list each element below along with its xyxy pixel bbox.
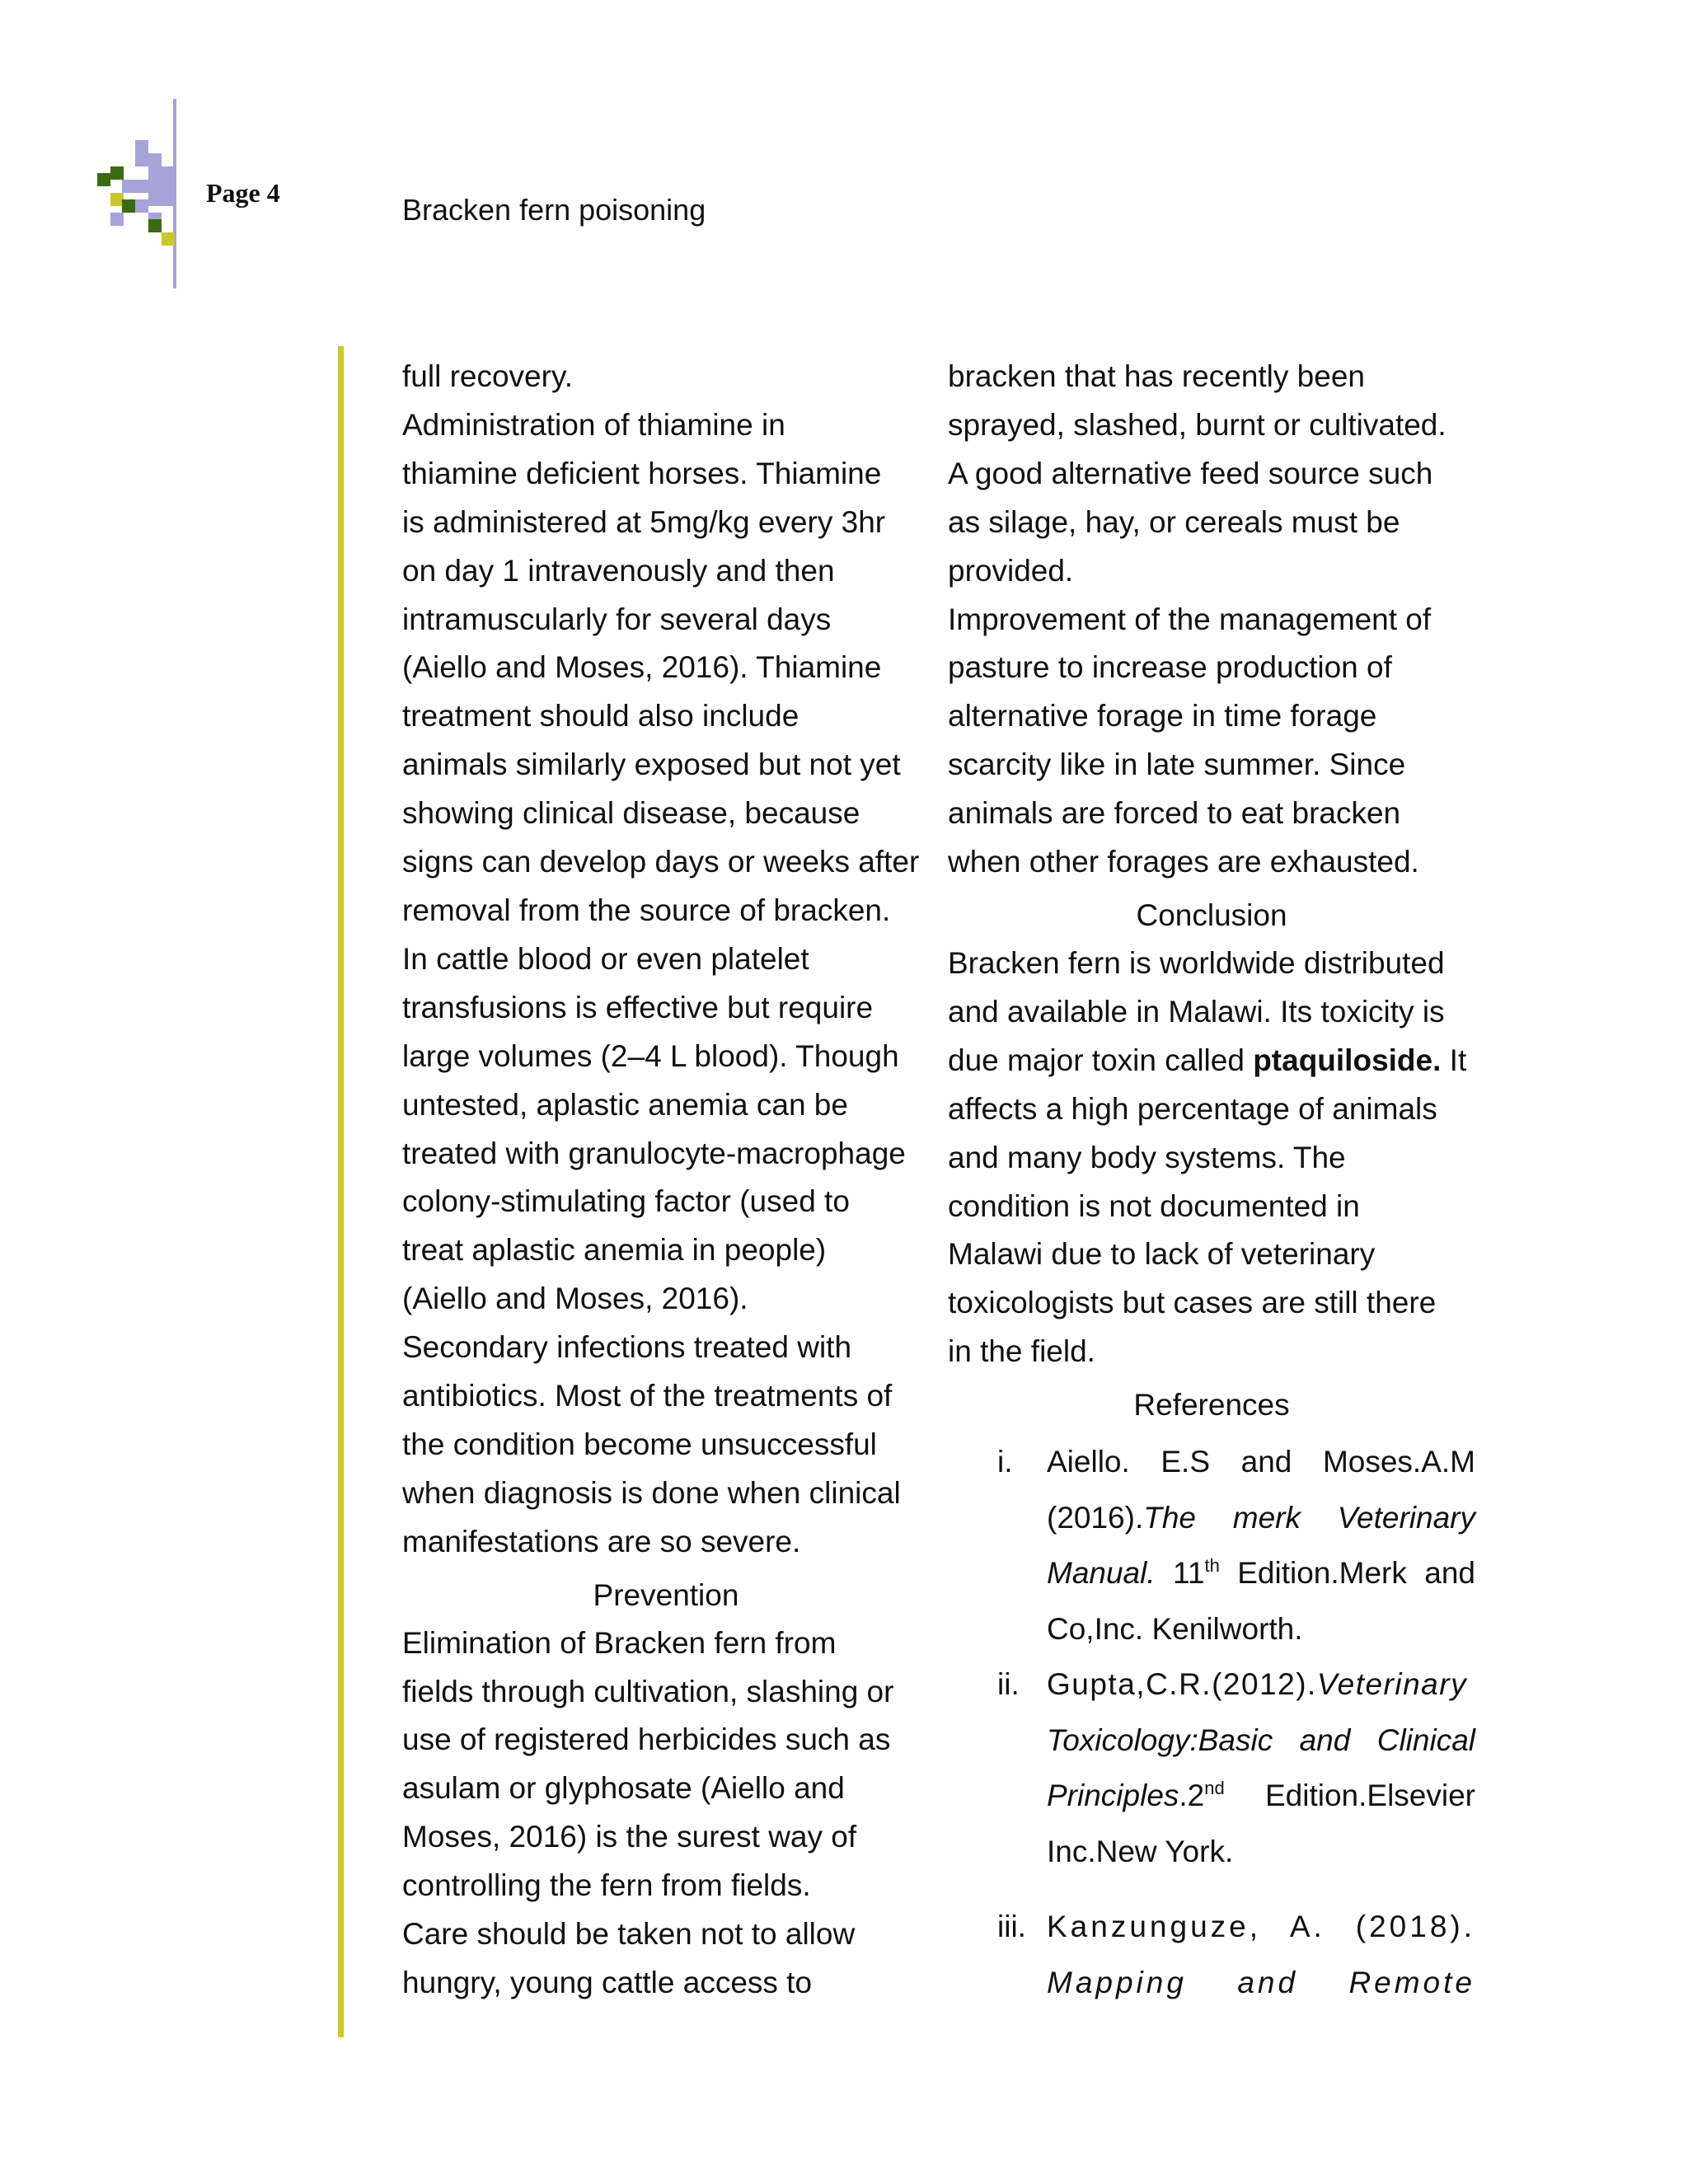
reference-number: i. <box>997 1445 1013 1479</box>
text-fragment: It <box>1441 1043 1467 1077</box>
text-line: controlling the fern from fields. <box>402 1868 811 1903</box>
deco-square <box>110 213 124 226</box>
text-line: alternative forage in time forage <box>948 699 1377 733</box>
deco-square <box>135 199 148 213</box>
reference-item <box>948 1657 1475 1879</box>
toxin-name: ptaquiloside. <box>1253 1043 1442 1077</box>
text-line: Administration of thiamine in <box>402 407 785 442</box>
deco-square <box>148 193 162 206</box>
right-column <box>948 353 1475 2010</box>
reference-line <box>1047 1490 1475 1546</box>
prevention-heading: Prevention <box>593 1577 739 1612</box>
text-line: when other forages are exhausted. <box>948 845 1419 879</box>
reference-number: ii. <box>997 1667 1020 1702</box>
text-fragment: Edition.Merk and <box>1219 1556 1475 1591</box>
text-fragment: due major toxin called <box>948 1043 1254 1077</box>
text-line: asulam or glyphosate (Aiello and <box>402 1771 845 1806</box>
reference-line <box>1047 1545 1475 1601</box>
deco-square <box>148 180 162 193</box>
reference-line: Mapping and Remote <box>1047 1965 1475 1999</box>
deco-square <box>97 173 110 186</box>
superscript: th <box>1204 1555 1220 1577</box>
page-number: Page 4 <box>206 178 280 208</box>
text-line: fields through cultivation, slashing or <box>402 1674 894 1708</box>
text-line: manifestations are so severe. <box>402 1524 801 1558</box>
reference-line: Aiello. E.S and Moses.A.M <box>1047 1445 1475 1479</box>
text-line: In cattle blood or even platelet <box>402 941 809 976</box>
text-line: Malawi due to lack of veterinary <box>948 1237 1376 1272</box>
text-line: signs can develop days or weeks after <box>402 845 920 879</box>
text-line: scarcity like in late summer. Since <box>948 748 1406 782</box>
deco-square <box>122 199 135 213</box>
text-line: affects a high percentage of animals <box>948 1091 1437 1126</box>
reference-line <box>1047 1657 1475 1713</box>
text-line <box>948 1037 1475 1085</box>
reference-line: Co,Inc. Kenilworth. <box>1047 1611 1303 1646</box>
text-line: Secondary infections treated with <box>402 1330 852 1365</box>
text-line: untested, aplastic anemia can be <box>402 1087 848 1122</box>
text-line: sprayed, slashed, burnt or cultivated. <box>948 407 1447 442</box>
text-line: Bracken fern is worldwide distributed <box>948 945 1445 980</box>
text-line: in the field. <box>948 1334 1095 1369</box>
text-line: animals are forced to eat bracken <box>948 796 1401 831</box>
text-fragment: Edition.Elsevier <box>1224 1779 1475 1813</box>
text-line: intramuscularly for several days <box>402 602 832 636</box>
deco-square <box>135 153 148 166</box>
text-fragment: Gupta,C.R.(2012). <box>1047 1667 1317 1702</box>
margin-accent-bar <box>338 346 344 2037</box>
references-heading: References <box>1133 1388 1290 1422</box>
deco-square <box>162 180 175 193</box>
text-line: treated with granulocyte-macrophage <box>402 1136 906 1170</box>
deco-square <box>135 180 148 193</box>
text-line: (Aiello and Moses, 2016). <box>402 1282 748 1316</box>
deco-square <box>162 166 175 180</box>
text-line: as silage, hay, or cereals must be <box>948 504 1400 539</box>
reference-line: Kanzunguze, A. (2018). <box>1047 1910 1475 1944</box>
text-line: large volumes (2–4 L blood). Though <box>402 1038 899 1073</box>
book-title: Manual. <box>1047 1556 1156 1591</box>
text-line: Elimination of Bracken fern from <box>402 1625 837 1660</box>
text-line: on day 1 intravenously and then <box>402 553 835 588</box>
text-line: thiamine deficient horses. Thiamine <box>402 456 882 490</box>
reference-line <box>1047 1768 1475 1824</box>
deco-square <box>148 219 162 232</box>
text-line: pasture to increase production of <box>948 650 1392 685</box>
text-fragment: 11 <box>1155 1556 1205 1591</box>
superscript: nd <box>1204 1778 1225 1799</box>
text-line: use of registered herbicides such as <box>402 1722 891 1757</box>
text-line: transfusions is effective but require <box>402 990 874 1024</box>
deco-square <box>122 180 135 193</box>
book-title: Principles <box>1047 1779 1179 1813</box>
text-line: treat aplastic anemia in people) <box>402 1233 827 1268</box>
deco-square <box>148 153 162 166</box>
text-line: toxicologists but cases are still there <box>948 1286 1437 1320</box>
text-line: provided. <box>948 553 1074 588</box>
text-line: bracken that has recently been <box>948 359 1365 393</box>
conclusion-heading: Conclusion <box>1136 898 1287 932</box>
reference-list <box>948 1434 1475 2010</box>
reference-number: iii. <box>997 1910 1026 1944</box>
text-fragment: (2016). <box>1047 1500 1144 1535</box>
deco-square <box>148 166 162 180</box>
text-line: and available in Malawi. Its toxicity is <box>948 994 1445 1029</box>
text-line: Moses, 2016) is the surest way of <box>402 1820 857 1854</box>
text-line: removal from the source of bracken. <box>402 893 891 927</box>
text-line: treatment should also include <box>402 699 799 733</box>
reference-item <box>948 1899 1475 2010</box>
text-line: hungry, young cattle access to <box>402 1966 813 1999</box>
text-line: animals similarly exposed but not yet <box>402 748 901 782</box>
text-line: is administered at 5mg/kg every 3hr <box>402 504 886 539</box>
text-line: antibiotics. Most of the treatments of <box>402 1379 893 1413</box>
deco-square <box>135 140 148 153</box>
reference-line: Toxicology:Basic and Clinical <box>1047 1722 1475 1757</box>
text-line: full recovery. <box>402 359 573 393</box>
deco-square <box>162 232 175 246</box>
running-title: Bracken fern poisoning <box>402 193 706 227</box>
left-column <box>402 353 930 2008</box>
text-line: Improvement of the management of <box>948 602 1432 636</box>
reference-item <box>948 1434 1475 1657</box>
text-line: showing clinical disease, because <box>402 796 860 831</box>
text-line: A good alternative feed source such <box>948 456 1433 490</box>
text-line: (Aiello and Moses, 2016). Thiamine <box>402 650 882 685</box>
book-title: Veterinary <box>1316 1667 1468 1702</box>
text-line: the condition become unsuccessful <box>402 1427 877 1461</box>
text-line: when diagnosis is done when clinical <box>402 1475 901 1510</box>
text-line: Care should be taken not to allow <box>402 1917 856 1952</box>
deco-square <box>110 166 124 180</box>
corner-decoration <box>97 99 180 288</box>
book-title: The merk Veterinary <box>1143 1500 1475 1535</box>
text-line: and many body systems. The <box>948 1140 1346 1174</box>
text-fragment: .2 <box>1179 1779 1205 1813</box>
text-line: condition is not documented in <box>948 1188 1360 1223</box>
text-line: colony-stimulating factor (used to <box>402 1184 850 1219</box>
deco-square <box>162 193 175 206</box>
reference-line: Inc.New York. <box>1047 1834 1234 1868</box>
